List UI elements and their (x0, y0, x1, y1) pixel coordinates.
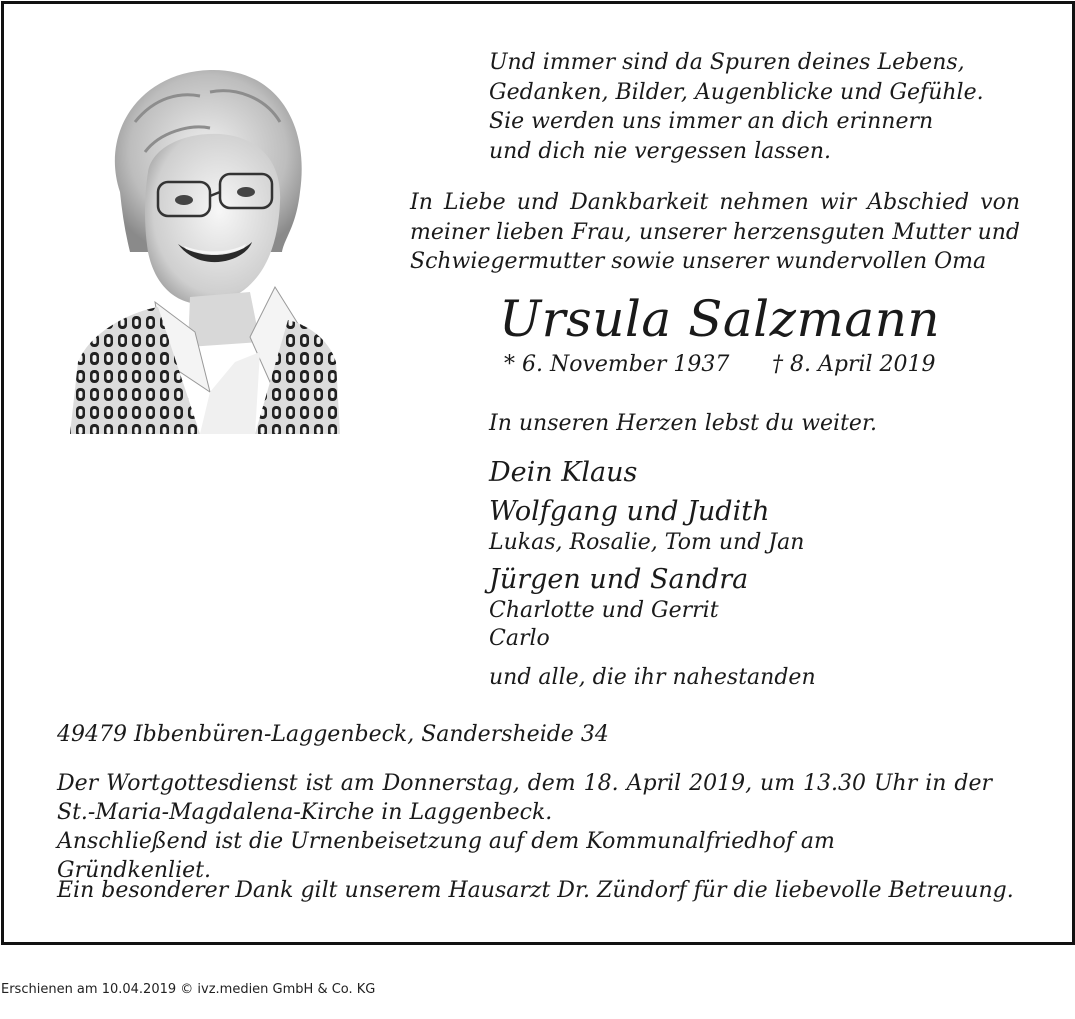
family-child-1-kids: Lukas, Rosalie, Tom und Jan (489, 530, 805, 555)
obituary-notice (1, 1, 1075, 945)
poem-line: Sie werden uns immer an dich erinnern (489, 109, 934, 134)
family-spouse: Dein Klaus (489, 457, 638, 488)
family-child-1: Wolfgang und Judith (489, 496, 770, 527)
intro-text (410, 188, 1020, 277)
service-info (57, 769, 992, 885)
intro-line: In Liebe und Dankbarkeit nehmen wir Abschied von (410, 190, 1020, 215)
intro-line: meiner lieben Frau, unserer herzensguten Mutter und (410, 219, 1020, 245)
death-date: † 8. April 2019 (772, 352, 936, 377)
portrait-photo (60, 62, 350, 434)
birth-date: * 6. November 1937 (504, 352, 730, 377)
poem-line: Und immer sind da Spuren deines Lebens, (489, 50, 965, 75)
poem (489, 48, 984, 166)
thanks-line: Ein besonderer Dank gilt unserem Hausarzt Dr. Zündorf für die liebevolle Betreuung. (57, 878, 1014, 903)
service-line: Der Wortgottesdienst ist am Donnerstag, dem 18. April 2019, um 13.30 Uhr in der (57, 771, 992, 796)
family-others: und alle, die ihr nahestanden (489, 665, 816, 690)
family-child-2-kids: Carlo (489, 626, 550, 651)
intro-line: Schwiegermutter sowie unserer wundervollen Oma (410, 249, 987, 274)
family-child-2: Jürgen und Sandra (489, 564, 749, 595)
family-child-2-kids: Charlotte und Gerrit (489, 598, 719, 623)
service-line: Anschließend ist die Urnenbeisetzung auf dem Kommunalfriedhof am Gründkenliet. (57, 829, 835, 883)
address: 49479 Ibbenbüren-Laggenbeck, Sandersheide 34 (57, 722, 609, 747)
heart-line: In unseren Herzen lebst du weiter. (489, 411, 878, 436)
poem-line: Gedanken, Bilder, Augenblicke und Gefühle. (489, 79, 984, 105)
poem-line: und dich nie vergessen lassen. (489, 138, 831, 164)
service-line: St.-Maria-Magdalena-Kirche in Laggenbeck. (57, 800, 553, 825)
publication-footer: Erschienen am 10.04.2019 © ivz.medien GmbH & Co. KG (1, 982, 376, 997)
deceased-name: Ursula Salzmann (499, 290, 941, 348)
